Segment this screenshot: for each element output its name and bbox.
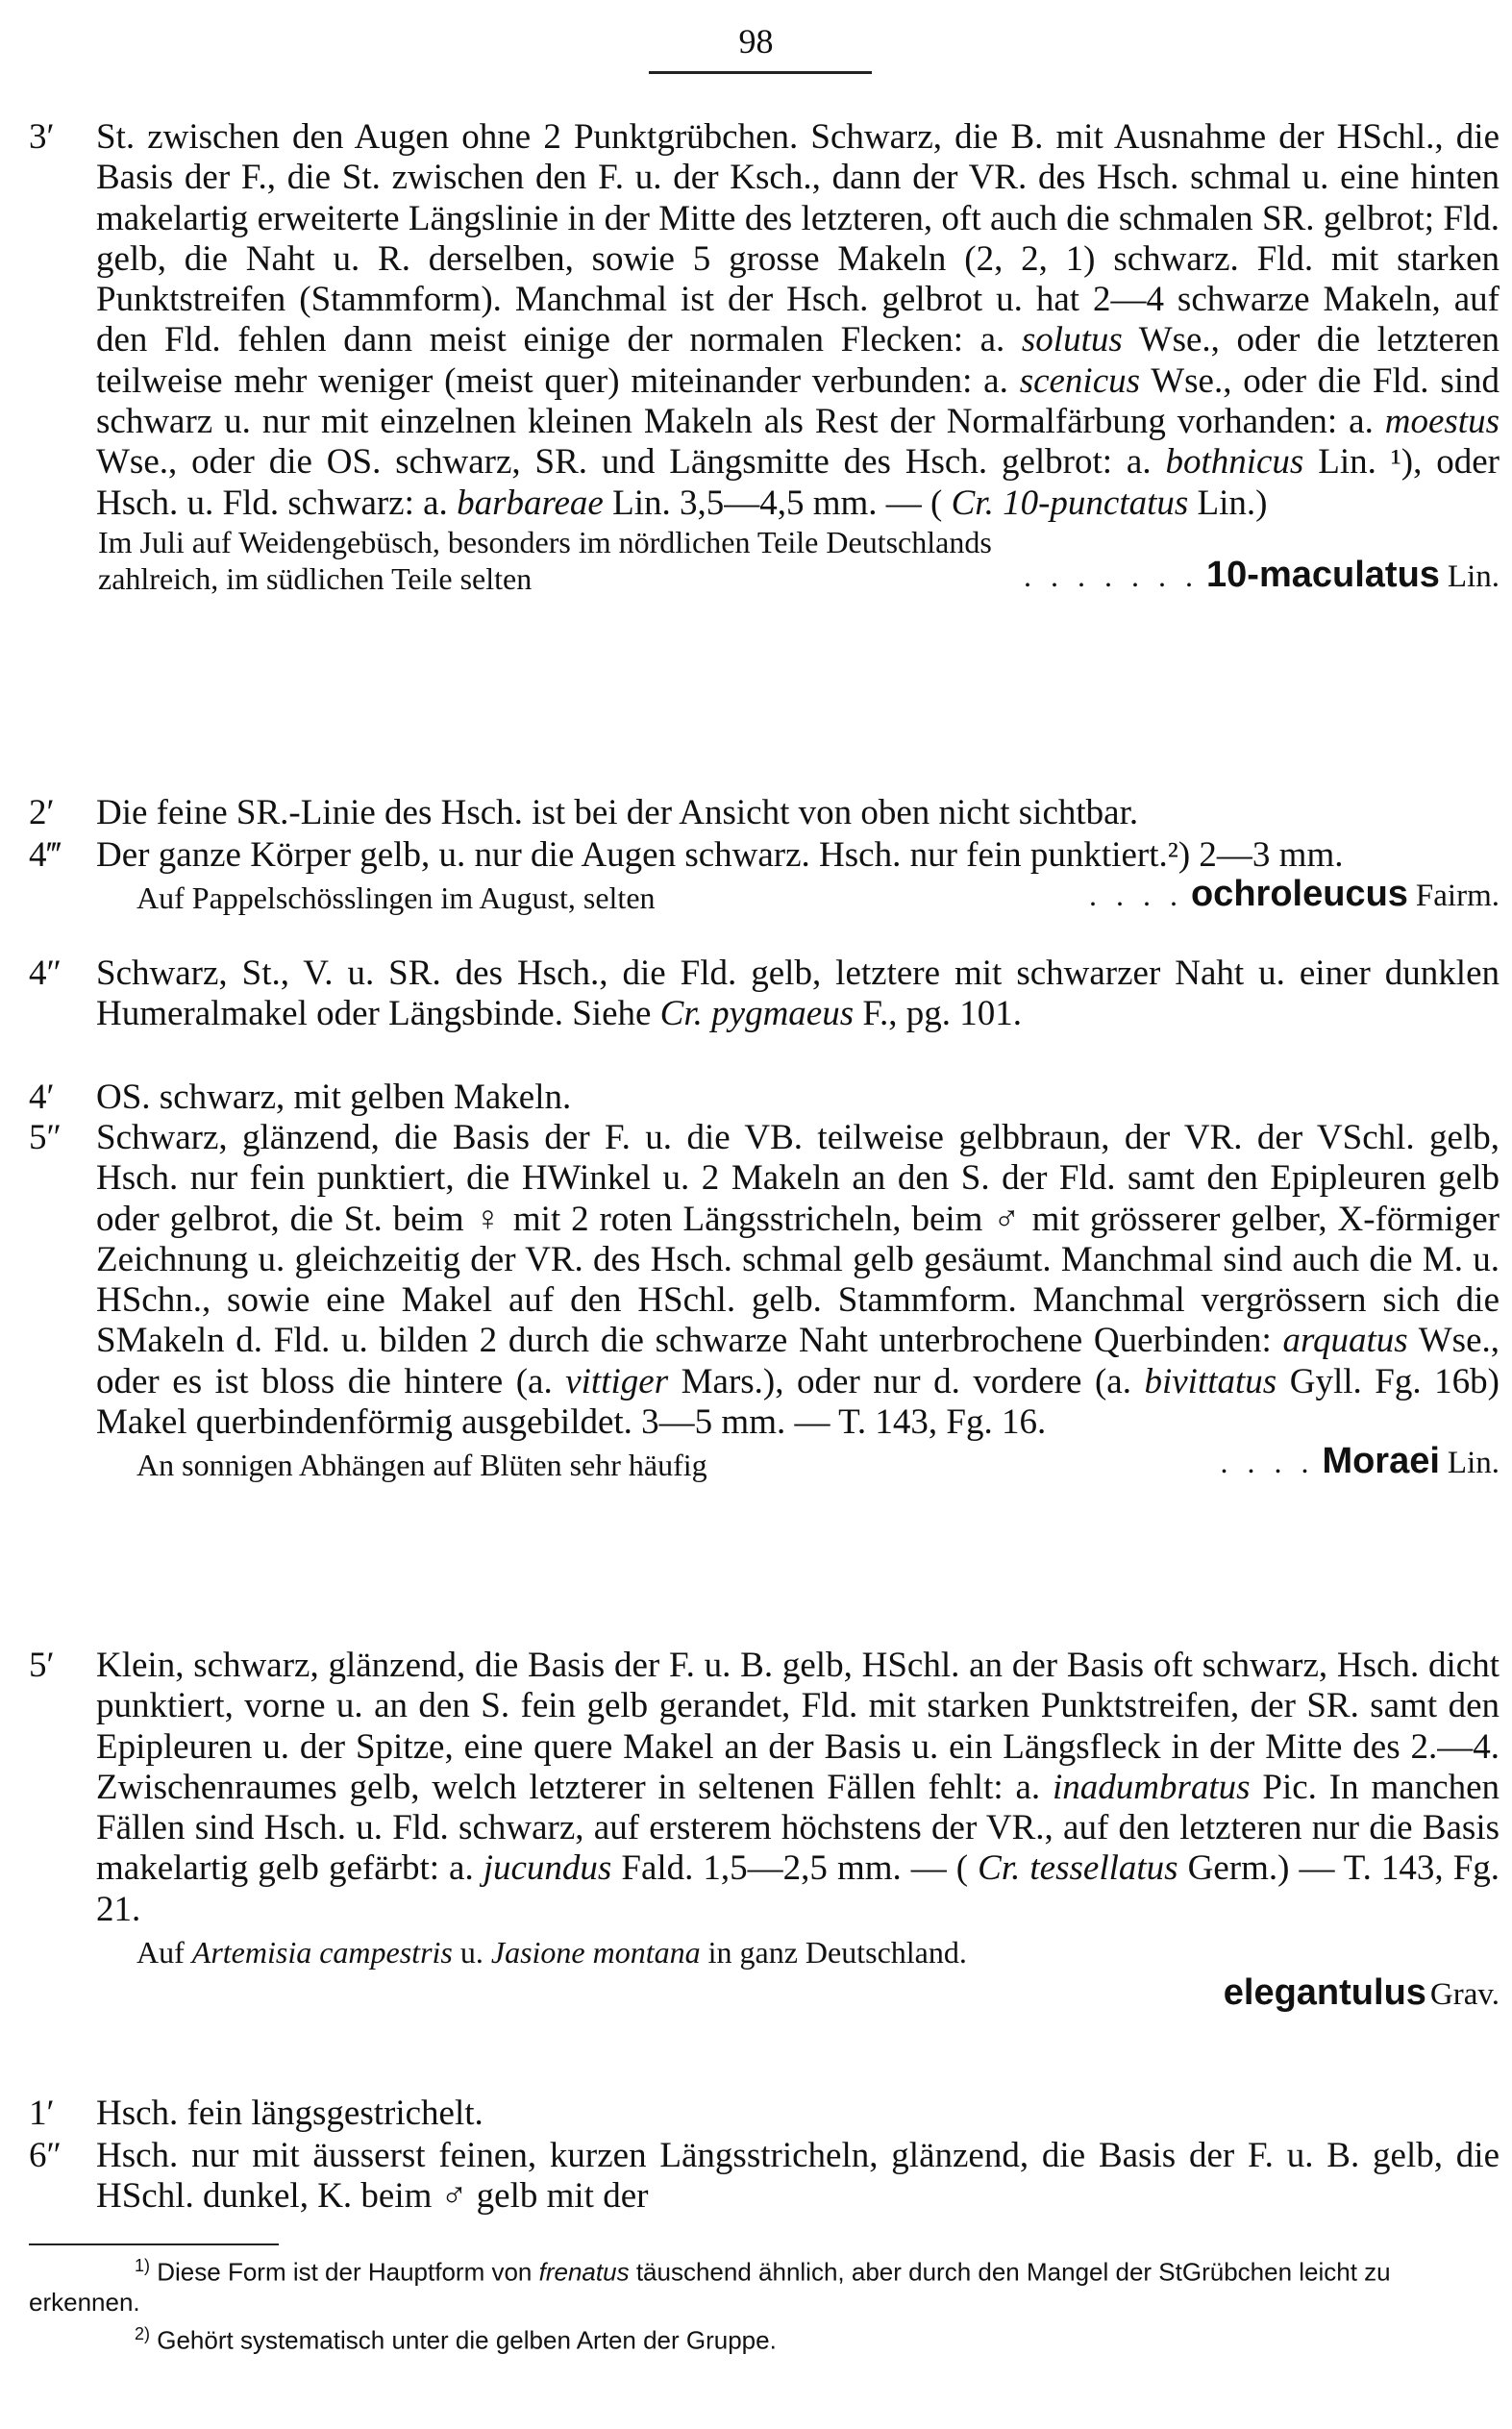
species-line: elegantulus Grav. [1223,1972,1500,2014]
species-line: An sonnigen Abhängen auf Blüten sehr häufig . . . . Moraei Lin. [136,1441,1500,1483]
species-line: Auf Pappelschösslingen im August, selten . . . . ochroleucus Fairm. [136,874,1500,916]
species-name: ochroleucus [1190,874,1408,915]
key-entry-4double: 4″ Schwarz, St., V. u. SR. des Hsch., die Fld. gelb, letztere mit schwarzer Naht u. einer dunklen Humeralmakel oder Längsbinde. Siehe Cr. pygmaeus F., pg. 101. [29,954,1500,1034]
key-entry-4triple: 4‴ Der ganze Körper gelb, u. nur die Augen schwarz. Hsch. nur fein punktiert.²) 2—3 mm. Auf Pappelschösslingen im August, selten . . . . ochroleucus Fairm. [29,835,1500,918]
key-entry-3prime [29,117,1500,599]
key-entry-5double: 5″ Schwarz, glänzend, die Basis der F. u. die VB. teilweise gelbbraun, der VR. der VSchl. gelb, Hsch. nur fein punktiert, die HWinkel u. 2 Makeln an den S. der Fld. samt den Epipleuren gelb oder gelbrot, die St. beim ♀ mit 2 roten Längsstricheln, beim ♂ mit grösserer gelber, X-förmiger Zeichnung u. gleichzeitig der VR. des Hsch. schmal gelb gesäumt. Manchmal sind auch die M. u. HSchn., sowie eine Makel auf den HSchl. gelb. Stammform. Manchmal vergrössern sich die SMakeln d. Fld. u. bilden 2 durch die schwarze Naht unterbrochene Querbinden: arquatus Wse., oder es ist bloss die hintere (a. vittiger Mars.), oder nur d. vordere (a. bivittatus Gyll. Fg. 16b) Makel querbindenförmig ausgebildet. 3—5 mm. — T. 143, Fg. 16. An sonnigen Abhängen auf Blüten sehr häufig . . . . Moraei Lin. [29,1118,1500,1485]
key-entry-5prime: 5′ Klein, schwarz, glänzend, die Basis der F. u. B. gelb, HSchl. an der Basis oft schwarz, Hsch. dicht punktiert, vorne u. an den S. fein gelb gerandet, Fld. mit starken Punktstreifen, der SR. samt den Epipleuren u. der Spitze, eine quere Makel an der Basis u. ein Längsfleck in der Mitte des 2.—4. Zwischenraumes gelb, welch letzterer in seltenen Fällen fehlt: a. inadumbratus Pic. In manchen Fällen sind Hsch. u. Fld. schwarz, auf ersterem höchstens der VR., auf den letzteren nur die Basis makelartig gelb gefärbt: a. jucundus Fald. 1,5—2,5 mm. — ( Cr. tessellatus Germ.) — T. 143, Fg. 21. Auf Artemisia campestris u. Jasione montana in ganz Deutschland. elegantulus Grav. [29,1646,1500,2014]
species-line: zahlreich, im südlichen Teile selten . . . . . . . 10-maculatus Lin. [98,554,1500,596]
species-name: Moraei [1322,1441,1440,1482]
key-entry-1prime: 1′ Hsch. fein längsgestrichelt. [29,2094,483,2133]
key-entry-4prime: 4′ OS. schwarz, mit gelben Makeln. [29,1078,572,1117]
key-entry-2prime: 2′ Die feine SR.-Linie des Hsch. ist bei der Ansicht von oben nicht sichtbar. [29,793,1139,832]
species-name: elegantulus [1223,1972,1426,2014]
footnote-rule [29,2243,279,2245]
footnote-2: $^{2)}$ Gehört systematisch unter die gelben Arten der Gruppe. [135,2323,777,2355]
couplet-number: 3′ [29,117,55,157]
footnotes [29,2251,1500,2355]
species-name: 10-maculatus [1206,554,1440,595]
footnote-1: $^{1)}$ Diese Form ist der Hauptform von frenatus täuschend ähnlich, aber durch den Mangel der StGrübchen leicht zu erkennen. [29,2256,1391,2317]
key-entry-6double: 6″ Hsch. nur mit äusserst feinen, kurzen Längsstricheln, glänzend, die Basis der F. u. B. gelb, die HSchl. dunkel, K. beim ♂ gelb mit der [29,2136,1500,2217]
habitat-note: Im Juli auf Weidengebüsch, besonders im nördlichen Teile Deutschlands [98,524,992,559]
habitat-note: Auf Artemisia campestris u. Jasione montana in ganz Deutschland. [136,1935,967,1970]
header-rule [649,71,872,74]
entry-text: St. zwischen den Augen ohne 2 Punktgrübchen. Schwarz, die B. mit Ausnahme der HSchl., die Basis der F., die St. zwischen den F. u. der Ksch., dann der VR. des Hsch. schmal u. eine hinten makelartig erweiterte Längslinie in der Mitte des letzteren, oft auch die schmalen SR. gelbrot; Fld. gelb, die Naht u. R. derselben, sowie 5 grosse Makeln (2, 2, 1) schwarz. Fld. mit starken Punktstreifen (Stammform). Manchmal ist der Hsch. gelbrot u. hat 2—4 schwarze Makeln, auf den Fld. fehlen dann meist einige der normalen Flecken: a. solutus Wse., oder die letzteren teilweise mehr weniger (meist quer) miteinander verbunden: a. scenicus Wse., oder die Fld. sind schwarz u. nur mit einzelnen kleinen Makeln als Rest der Normalfärbung vorhanden: a. moestus Wse., oder die OS. schwarz, SR. und Längsmitte des Hsch. gelbrot: a. bothnicus Lin. ¹), oder Hsch. u. Fld. schwarz: a. barbareae Lin. 3,5—4,5 mm. — ( Cr. 10-punctatus Lin.) [96,117,1500,523]
page-number: 98 [738,22,774,61]
